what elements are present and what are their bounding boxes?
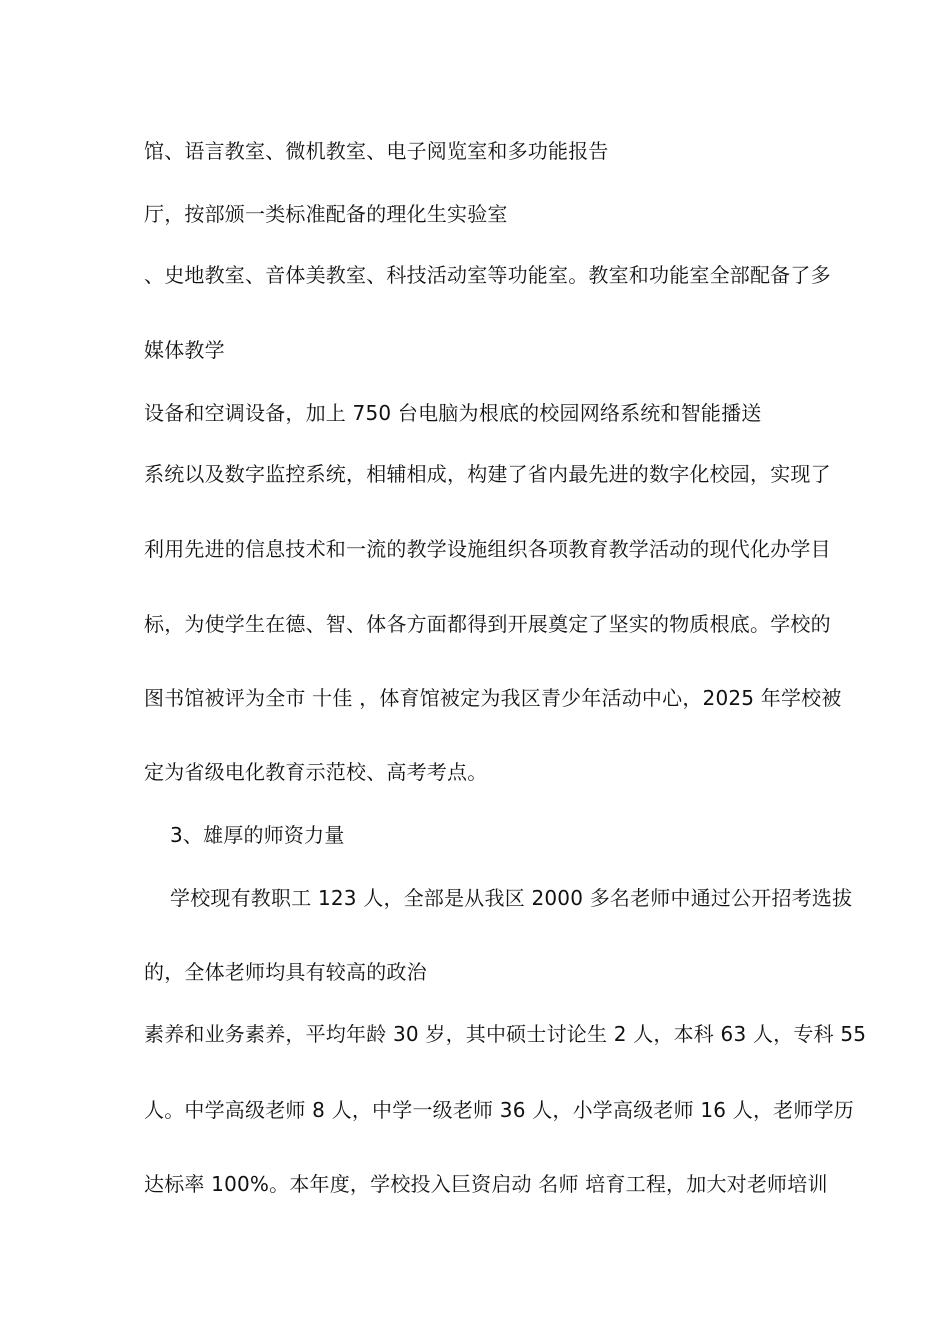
paragraph-line: 馆、语言教室、微机教室、电子阅览室和多功能报告 [144, 139, 609, 163]
paragraph-line: 图书馆被评为全市 十佳 ，体育馆被定为我区青少年活动中心，2025 年学校被 [144, 686, 842, 710]
paragraph-line: 人。中学高级老师 8 人，中学一级老师 36 人，小学高级老师 16 人，老师学历 [144, 1098, 854, 1122]
paragraph-line: 系统以及数字监控系统，相辅相成，构建了省内最先进的数字化校园，实现了 [144, 462, 831, 486]
paragraph-line: 厅，按部颁一类标准配备的理化生实验室 [144, 202, 508, 226]
section-heading: 3、雄厚的师资力量 [170, 823, 345, 847]
paragraph-line: 素养和业务素养，平均年龄 30 岁，其中硕士讨论生 2 人，本科 63 人，专科 55 [144, 1022, 867, 1046]
paragraph-line: 、史地教室、音体美教室、科技活动室等功能室。教室和功能室全部配备了多 [144, 263, 831, 287]
paragraph-line: 标，为使学生在德、智、体各方面都得到开展奠定了坚实的物质根底。学校的 [144, 612, 831, 636]
paragraph-line: 设备和空调设备，加上 750 台电脑为根底的校园网络系统和智能播送 [144, 401, 762, 425]
paragraph-line: 达标率 100%。本年度，学校投入巨资启动 名师 培育工程，加大对老师培训 [144, 1172, 828, 1196]
paragraph-line: 学校现有教职工 123 人，全部是从我区 2000 多名老师中通过公开招考选拔 [170, 886, 853, 910]
paragraph-line: 利用先进的信息技术和一流的教学设施组织各项教育教学活动的现代化办学目 [144, 537, 831, 561]
paragraph-line: 媒体教学 [144, 338, 225, 362]
paragraph-line: 的，全体老师均具有较高的政治 [144, 960, 427, 984]
paragraph-line: 定为省级电化教育示范校、高考考点。 [144, 760, 488, 784]
